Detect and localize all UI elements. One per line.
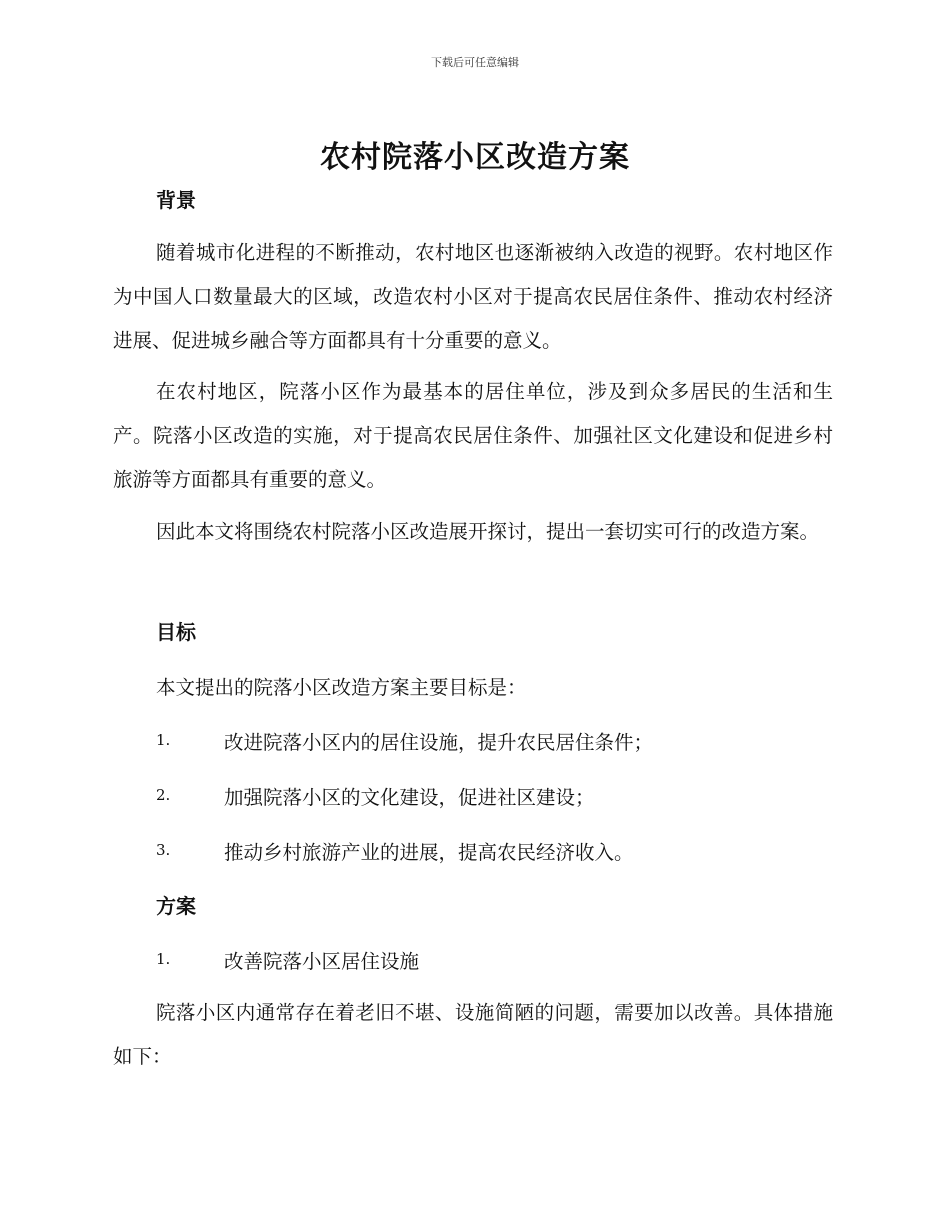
goal-item-number: 3.: [156, 841, 171, 859]
plan-paragraph: 院落小区内通常存在着老旧不堪、设施简陋的问题，需要加以改善。具体措施如下：: [113, 1001, 833, 1068]
section-heading-background: 背景: [156, 188, 196, 212]
plan-item-text: 改善院落小区居住设施: [224, 950, 420, 973]
goal-item-number: 1.: [156, 731, 171, 749]
background-paragraph-2: 在农村地区，院落小区作为最基本的居住单位，涉及到众多居民的生活和生产。院落小区改造的实施，对于提高农民居住条件、加强社区文化建设和促进乡村旅游等方面都具有重要的意义。: [113, 380, 833, 491]
section-heading-plan: 方案: [156, 894, 196, 918]
goal-item-number: 2.: [156, 786, 171, 804]
background-paragraph-1: 随着城市化进程的不断推动，农村地区也逐渐被纳入改造的视野。农村地区作为中国人口数量最大的区域，改造农村小区对于提高农民居住条件、推动农村经济进展、促进城乡融合等方面都具有十分重要的意义。: [113, 241, 833, 352]
goal-item-text: 改进院落小区内的居住设施，提升农民居住条件；: [224, 731, 654, 754]
goal-item-text: 加强院落小区的文化建设，促进社区建设；: [224, 786, 595, 809]
page-header-note: 下载后可任意编辑: [431, 56, 519, 69]
section-heading-goals: 目标: [156, 620, 196, 644]
plan-item-number: 1.: [156, 950, 171, 968]
background-paragraph-3: 因此本文将围绕农村院落小区改造展开探讨，提出一套切实可行的改造方案。: [156, 520, 820, 543]
document-title: 农村院落小区改造方案: [320, 140, 630, 175]
goals-intro: 本文提出的院落小区改造方案主要目标是：: [156, 676, 527, 699]
goal-item-text: 推动乡村旅游产业的进展，提高农民经济收入。: [224, 841, 634, 864]
